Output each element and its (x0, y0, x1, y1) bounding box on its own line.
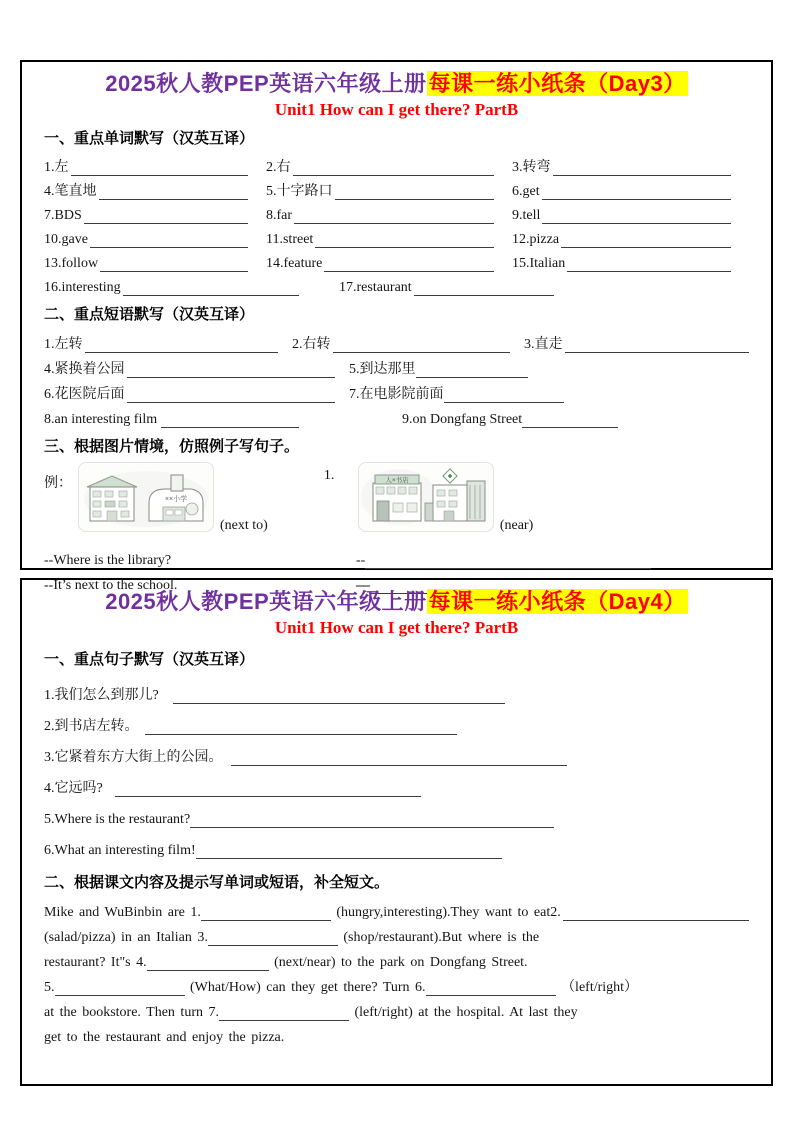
word-item (266, 176, 512, 200)
answer-blank (444, 389, 564, 403)
phrase-row (44, 403, 749, 428)
answer-blank (416, 364, 528, 378)
answer-blank (293, 162, 495, 176)
answer-blank (335, 186, 495, 200)
answer-blank (145, 721, 457, 735)
section-heading: 三、根据图片情境，仿照例子写句子。 (44, 438, 300, 455)
phrase-item (44, 403, 402, 428)
answer-blank (426, 982, 556, 996)
day4-sheet (20, 578, 773, 1086)
word-item (266, 248, 512, 272)
qa-answer-prefix: — (356, 578, 370, 593)
bookstore-sign-text: 人×书店 (385, 477, 409, 484)
word-item (44, 176, 266, 200)
word-item (512, 176, 749, 200)
phrase-label: 3.直走 (524, 337, 563, 352)
passage-line (44, 996, 749, 1021)
phrase-row (44, 353, 749, 378)
passage-text: (left/right) at the hospital. At last they (349, 1005, 578, 1020)
word-item (512, 200, 749, 224)
word-label: 6.get (512, 184, 540, 199)
answer-blank (333, 339, 511, 353)
word-item (266, 152, 512, 176)
passage-text: (hungry,interesting).They want to eat2. (330, 905, 561, 920)
word-item (44, 224, 266, 248)
answer-blank (147, 957, 269, 971)
word-item (44, 248, 266, 272)
word-label: 1.左 (44, 160, 69, 175)
answer-blank (55, 982, 185, 996)
answer-blank (161, 414, 299, 428)
answer-blank (365, 555, 651, 569)
image-caption: (next to) (220, 518, 268, 533)
phrase-item (44, 378, 349, 403)
sheet-subtitle: Unit1 How can I get there? PartB (274, 618, 519, 637)
library-school-illustration (79, 463, 213, 531)
phrase-label: 7.在电影院前面 (349, 387, 444, 402)
word-item (512, 152, 749, 176)
sheet-subtitle: Unit1 How can I get there? PartB (274, 100, 519, 119)
answer-blank (561, 234, 731, 248)
passage-line (44, 946, 749, 971)
answer-blank (100, 258, 248, 272)
sentence-item (44, 766, 749, 797)
passage-text: 5. (44, 980, 55, 995)
passage-text: (shop/restaurant).But where is the (337, 930, 540, 945)
phrase-item (44, 328, 292, 353)
phrase-row (44, 328, 749, 353)
answer-blank (219, 1007, 349, 1021)
word-label: 15.Italian (512, 256, 566, 271)
section-heading: 二、重点短语默写（汉英互译） (44, 306, 255, 323)
title-main: 2025秋人教PEP英语六年级上册 (105, 71, 427, 96)
answer-blank (294, 210, 494, 224)
word-row-16-17 (44, 272, 749, 296)
word-item (512, 224, 749, 248)
phrase-item (402, 403, 749, 428)
sentence-item (44, 704, 749, 735)
qa-question: --Where is the library? (44, 553, 172, 568)
sentence-label: 1.我们怎么到那儿? (44, 688, 159, 703)
answer-blank (84, 210, 248, 224)
example-label: 例： (44, 476, 72, 491)
word-label: 13.follow (44, 256, 99, 271)
bookstore-hospital-illustration (359, 463, 493, 531)
section-heading: 一、重点句子默写（汉英互译） (44, 651, 255, 668)
phrase-label: 5.到达那里 (349, 362, 416, 377)
day3-sheet (20, 60, 773, 593)
phrase-label: 2.右转 (292, 337, 331, 352)
answer-blank (542, 186, 731, 200)
answer-blank (315, 234, 494, 248)
word-label: 5.十字路口 (266, 184, 333, 199)
image-caption: (near) (499, 518, 534, 533)
answer-blank (190, 814, 554, 828)
word-label: 4.笔直地 (44, 184, 97, 199)
title-highlight: 每课一练小纸条（Day4） (428, 589, 686, 614)
qa-line (44, 544, 749, 569)
phrase-item (44, 353, 349, 378)
answer-blank (90, 234, 248, 248)
word-label: 8.far (266, 208, 293, 223)
phrase-label: 8.an interesting film (44, 412, 158, 427)
answer-blank (522, 414, 618, 428)
word-label: 16.interesting (44, 280, 121, 295)
answer-blank (127, 389, 336, 403)
title-highlight: 每课一练小纸条（Day3） (428, 71, 686, 96)
title-main: 2025秋人教PEP英语六年级上册 (105, 589, 427, 614)
sentence-label: 6.What an interesting film! (44, 843, 196, 858)
sentence-item (44, 735, 749, 766)
passage-text: restaurant? It"s 4. (44, 955, 147, 970)
word-item (44, 272, 299, 296)
answer-blank (196, 845, 502, 859)
word-label: 3.转弯 (512, 160, 551, 175)
passage-line (44, 1021, 749, 1046)
word-item (266, 224, 512, 248)
word-label: 11.street (266, 232, 314, 247)
phrase-item (349, 353, 749, 378)
passage-text: (next/near) to the park on Dongfang Street. (268, 955, 528, 970)
word-label: 7.BDS (44, 208, 82, 223)
answer-blank (563, 907, 749, 921)
sentence-item (44, 673, 749, 704)
sheet-title (44, 588, 749, 616)
bookstore-hospital-image (358, 462, 494, 532)
answer-blank (71, 162, 249, 176)
qa-answer-prefix: -- (356, 553, 366, 568)
section-heading: 一、重点单词默写（汉英互译） (44, 130, 255, 147)
word-label: 12.pizza (512, 232, 560, 247)
sentence-label: 2.到书店左转。 (44, 719, 139, 734)
answer-blank (127, 364, 336, 378)
phrase-label: 1.左转 (44, 337, 83, 352)
answer-blank (123, 282, 299, 296)
answer-blank (553, 162, 732, 176)
passage-text: at the bookstore. Then turn 7. (44, 1005, 219, 1020)
phrase-item (292, 328, 524, 353)
sentence-label: 3.它紧着东方大街上的公园。 (44, 750, 223, 765)
passage-text: Mike and WuBinbin are 1. (44, 905, 201, 920)
answer-blank (173, 690, 505, 704)
phrase-item (349, 378, 749, 403)
phrase-row (44, 378, 749, 403)
word-item (512, 248, 749, 272)
example-row (44, 462, 749, 536)
library-school-image (78, 462, 214, 532)
phrase-label: 6.花医院后面 (44, 387, 125, 402)
answer-blank (324, 258, 494, 272)
word-label: 17.restaurant (339, 280, 412, 295)
answer-blank (567, 258, 731, 272)
word-label: 14.feature (266, 256, 323, 271)
word-item (44, 152, 266, 176)
passage-line (44, 971, 749, 996)
sentence-label: 4.它远吗? (44, 781, 103, 796)
school-sign-text: ××小学 (164, 496, 188, 503)
passage-text: （left/right） (555, 980, 639, 995)
passage-text: (What/How) can they get there? Turn 6. (184, 980, 426, 995)
phrase-item (524, 328, 749, 353)
word-item (339, 272, 554, 296)
sentence-item (44, 797, 749, 828)
answer-blank (414, 282, 554, 296)
section-heading: 二、根据课文内容及提示写单词或短语，补全短文。 (44, 874, 390, 891)
word-label: 9.tell (512, 208, 541, 223)
sentence-item (44, 828, 749, 859)
answer-blank (565, 339, 750, 353)
question-number: 1. (323, 468, 335, 483)
passage-line (44, 896, 749, 921)
answer-blank (208, 932, 338, 946)
answer-blank (115, 783, 421, 797)
answer-blank (231, 752, 567, 766)
phrase-label: 9.on Dongfang Street (402, 412, 523, 427)
sheet-title (44, 70, 749, 98)
word-label: 2.右 (266, 160, 291, 175)
sentence-label: 5.Where is the restaurant? (44, 812, 191, 827)
phrase-label: 4.紧换着公园 (44, 362, 125, 377)
answer-blank (99, 186, 249, 200)
passage-text: get to the restaurant and enjoy the pizza. (44, 1030, 285, 1045)
word-label: 10.gave (44, 232, 88, 247)
word-grid (44, 152, 749, 272)
answer-blank (542, 210, 731, 224)
passage-line (44, 921, 749, 946)
word-item (266, 200, 512, 224)
answer-blank (85, 339, 279, 353)
passage-text: (salad/pizza) in an Italian 3. (44, 930, 208, 945)
answer-blank (201, 907, 331, 921)
qa-answer: --It’s next to the school. (44, 578, 178, 593)
word-item (44, 200, 266, 224)
